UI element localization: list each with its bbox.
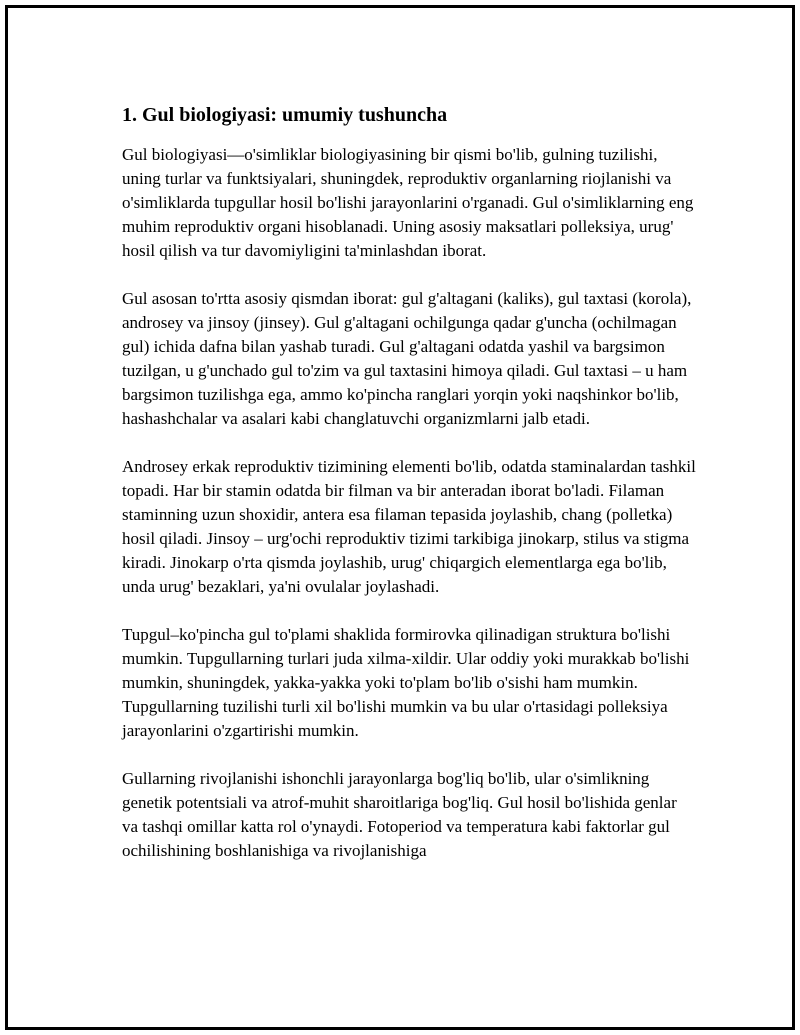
paragraph-5: Gullarning rivojlanishi ishonchli jarayonlarga bog'liq bo'lib, ular o'simlikning genetik potentsiali va atrof-muhit sharoitlariga bog'liq. Gul hosil bo'lishida genlar va tashqi omillar katta rol o'ynaydi. Fotoperiod va temperatura kabi faktorlar gul ochilishining boshlanishiga va rivojlanishiga	[122, 769, 677, 860]
paragraph-4: Tupgul–ko'pincha gul to'plami shaklida formirovka qilinadigan struktura bo'lishi mumkin. Tupgullarning turlari juda xilma-xildir. Ular oddiy yoki murakkab bo'lishi mumkin, shuningdek, yakka-yakka yoki to'plam bo'lib o'sishi ham mumkin. Tupgullarning tuzilishi turli xil bo'lishi mumkin va bu ular o'rtasidagi polleksiya jarayonlarini o'zgartirishi mumkin.	[122, 625, 690, 740]
document-body	[122, 103, 697, 887]
paragraph-2: Gul asosan to'rtta asosiy qismdan iborat: gul g'altagani (kaliks), gul taxtasi (korola), androsey va jinsoy (jinsey). Gul g'altagani ochilgunga qadar g'uncha (ochilmagan gul) ichida dafna bilan yashab turadi. Gul g'altagani odatda yashil va bargsimon tuzilgan, u g'unchado gul to'zim va gul taxtasini himoya qiladi. Gul taxtasi – u ham bargsimon tuzilishga ega, ammo ko'pincha ranglari yorqin yoki naqshinkor bo'lib, hashashchalar va asalari kabi changlatuvchi organizmlarni jalb etadi.	[122, 289, 692, 428]
paragraph-1: Gul biologiyasi—o'simliklar biologiyasining bir qismi bo'lib, gulning tuzilishi, uning turlar va funktsiyalari, shuningdek, reproduktiv organlarning riojlanishi va o'simliklarda tupgullar hosil bo'lishi jarayonlarini o'rganadi. Gul o'simliklarning eng muhim reproduktiv organi hisoblanadi. Uning asosiy maksatlari polleksiya, urug' hosil qilish va tur davomiyligini ta'minlashdan iborat.	[122, 145, 694, 260]
paragraph-3: Androsey erkak reproduktiv tizimining elementi bo'lib, odatda staminalardan tashkil topadi. Har bir stamin odatda bir filman va bir anteradan iborat bo'ladi. Filaman staminning uzun shoxidir, antera esa filaman tepasida joylashib, chang (polletka) hosil qiladi. Jinsoy – urg'ochi reproduktiv tizimi tarkibiga jinokarp, stilus va stigma kiradi. Jinokarp o'rta qismda joylashib, urug' chiqargich elementlarga ega bo'lib, unda urug' bezaklari, ya'ni ovulalar joylashadi.	[122, 457, 696, 596]
section-title: 1. Gul biologiyasi: umumiy tushuncha	[122, 104, 448, 126]
page-frame	[5, 5, 795, 1030]
